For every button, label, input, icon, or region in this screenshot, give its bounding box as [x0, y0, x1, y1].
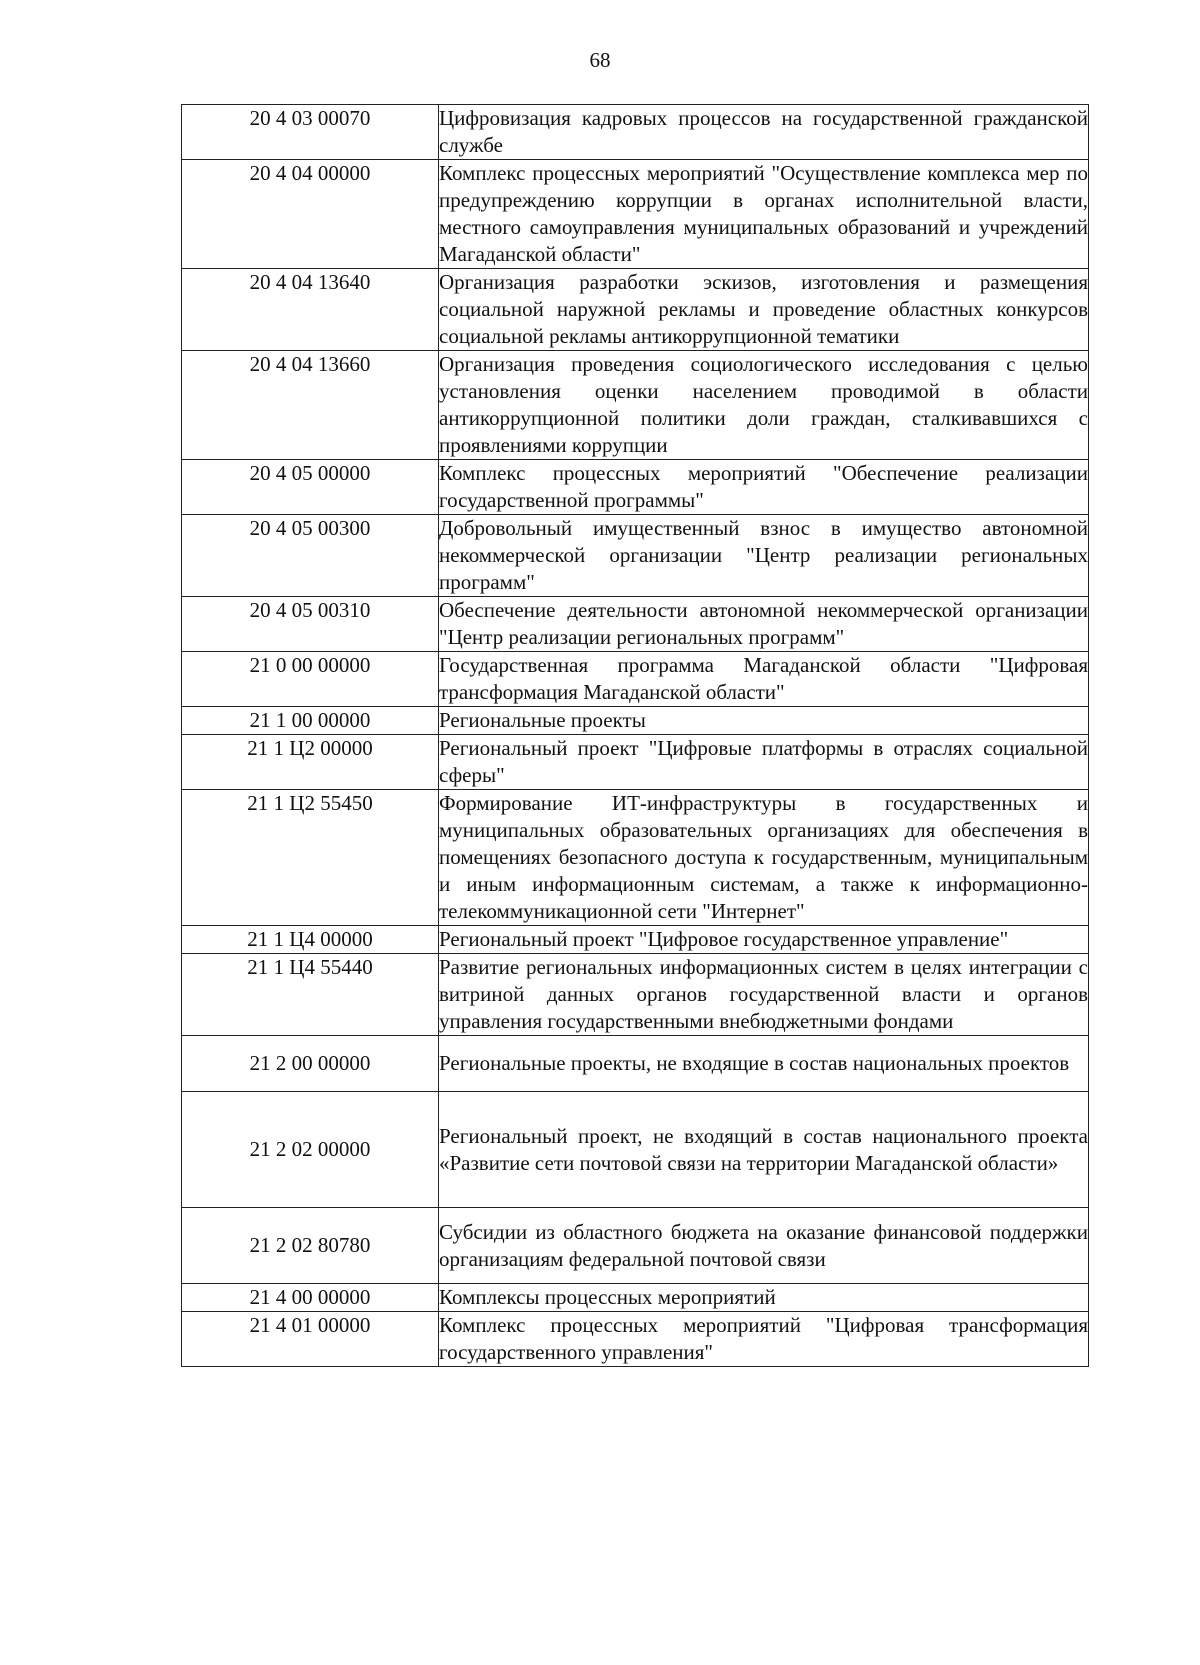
- table-row: [182, 707, 1089, 735]
- table-row: [182, 1312, 1089, 1367]
- code-cell: 21 1 Ц2 00000: [182, 735, 439, 790]
- budget-codes-table: [181, 104, 1089, 1367]
- code-cell: 21 4 00 00000: [182, 1284, 439, 1312]
- table-row: [182, 954, 1089, 1036]
- description-cell: Добровольный имущественный взнос в имущество автономной некоммерческой организации "Центр реализации региональных программ": [439, 515, 1089, 597]
- table-row: [182, 460, 1089, 515]
- description-cell: Региональные проекты, не входящие в состав национальных проектов: [439, 1036, 1089, 1092]
- description-cell: Формирование ИТ-инфраструктуры в государственных и муниципальных образовательных организациях для обеспечения в помещениях безопасного доступа к государственным, муниципальным и иным информационным системам, а также к информационно-телекоммуникационной сети "Интернет": [439, 790, 1089, 926]
- table-row: [182, 351, 1089, 460]
- table-row: [182, 652, 1089, 707]
- table-row: [182, 105, 1089, 160]
- description-cell: Региональный проект "Цифровое государственное управление": [439, 926, 1089, 954]
- code-cell: 20 4 04 13640: [182, 269, 439, 351]
- table-row: [182, 515, 1089, 597]
- description-cell: Организация проведения социологического исследования с целью установления оценки населением проводимой в области антикоррупционной политики доли граждан, сталкивавшихся с проявлениями коррупции: [439, 351, 1089, 460]
- code-cell: 21 4 01 00000: [182, 1312, 439, 1367]
- code-cell: 21 2 00 00000: [182, 1036, 439, 1092]
- table-row: [182, 926, 1089, 954]
- table-row: [182, 269, 1089, 351]
- code-cell: 20 4 03 00070: [182, 105, 439, 160]
- table-row: [182, 1208, 1089, 1284]
- code-cell: 20 4 05 00000: [182, 460, 439, 515]
- description-cell: Региональные проекты: [439, 707, 1089, 735]
- code-cell: 20 4 04 13660: [182, 351, 439, 460]
- description-cell: Развитие региональных информационных систем в целях интеграции с витриной данных органов государственной власти и органов управления государственными внебюджетными фондами: [439, 954, 1089, 1036]
- description-cell: Государственная программа Магаданской области "Цифровая трансформация Магаданской области": [439, 652, 1089, 707]
- description-cell: Обеспечение деятельности автономной некоммерческой организации "Центр реализации региональных программ": [439, 597, 1089, 652]
- code-cell: 21 1 Ц4 55440: [182, 954, 439, 1036]
- code-cell: 20 4 05 00300: [182, 515, 439, 597]
- table-row: [182, 597, 1089, 652]
- table-row: [182, 1284, 1089, 1312]
- code-cell: 21 2 02 00000: [182, 1092, 439, 1208]
- code-cell: 20 4 05 00310: [182, 597, 439, 652]
- page-number: 68: [589, 48, 611, 72]
- description-cell: Комплексы процессных мероприятий: [439, 1284, 1089, 1312]
- description-cell: Субсидии из областного бюджета на оказание финансовой поддержки организациям федеральной почтовой связи: [439, 1208, 1089, 1284]
- table-row: [182, 1036, 1089, 1092]
- table-row: [182, 160, 1089, 269]
- description-cell: Комплекс процессных мероприятий "Обеспечение реализации государственной программы": [439, 460, 1089, 515]
- code-cell: 21 1 Ц2 55450: [182, 790, 439, 926]
- code-cell: 20 4 04 00000: [182, 160, 439, 269]
- code-cell: 21 2 02 80780: [182, 1208, 439, 1284]
- table-row: [182, 790, 1089, 926]
- description-cell: Региональный проект, не входящий в состав национального проекта «Развитие сети почтовой связи на территории Магаданской области»: [439, 1092, 1089, 1208]
- description-cell: Организация разработки эскизов, изготовления и размещения социальной наружной рекламы и проведение областных конкурсов социальной рекламы антикоррупционной тематики: [439, 269, 1089, 351]
- description-cell: Комплекс процессных мероприятий "Цифровая трансформация государственного управления": [439, 1312, 1089, 1367]
- description-cell: Комплекс процессных мероприятий "Осуществление комплекса мер по предупреждению коррупции в органах исполнительной власти, местного самоуправления муниципальных образований и учреждений Магаданской области": [439, 160, 1089, 269]
- code-cell: 21 0 00 00000: [182, 652, 439, 707]
- code-cell: 21 1 Ц4 00000: [182, 926, 439, 954]
- description-cell: Региональный проект "Цифровые платформы в отраслях социальной сферы": [439, 735, 1089, 790]
- code-cell: 21 1 00 00000: [182, 707, 439, 735]
- description-cell: Цифровизация кадровых процессов на государственной гражданской службе: [439, 105, 1089, 160]
- table-row: [182, 735, 1089, 790]
- table-row: [182, 1092, 1089, 1208]
